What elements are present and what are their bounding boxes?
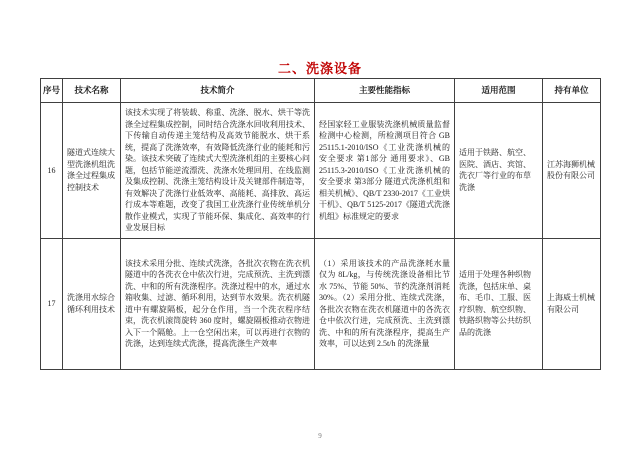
cell-tech-intro: 该技术采用分批、连续式洗涤，各批次衣物在洗衣机隧道中的各洗衣仓中依次行进，完成预洗、主洗到漂洗、中和的所有洗涤程序。洗涤过程中的水，通过水箱收集、过滤、循环利用，达到节水效果。洗衣机隧道中有螺旋隔板，起分仓作用，当一个洗衣程序结束，洗衣机滚筒旋转 360 度时，螺旋隔板推动衣物进入下一个隔舱。上一仓空闲出来，可以再进行衣物的洗涤，达到连续式洗涤，提高洗涤生产效率 bbox=[121, 238, 315, 369]
header-tech-intro: 技术简介 bbox=[121, 79, 315, 103]
table-row bbox=[41, 103, 601, 239]
header-tech-name: 技术名称 bbox=[63, 79, 121, 103]
cell-indicators: 经国家轻工业服装洗涤机械质量监督检测中心检测，所检测项目符合 GB 25115.1-2010/ISO《工业洗涤机械的安全要求 第1部分 通用要求》、GB 25115.3-2010/ISO《工业洗涤机械的安全要求 第3部分 隧道式洗涤机组和相关机械》、QB/T 2330-2017《工业烘干机》、QB/T 5125-2017《隧道式洗涤机组》标准规定的要求 bbox=[315, 103, 455, 239]
cell-serial-number: 17 bbox=[41, 238, 63, 369]
table-row bbox=[41, 238, 601, 369]
cell-scope: 适用于铁路、航空、医院、酒店、宾馆、洗衣厂等行业的布草洗涤 bbox=[455, 103, 543, 239]
cell-tech-intro: 该技术实现了将装载、称重、洗涤、脱水、烘干等洗涤全过程集成控制，同时结合洗涤水回收利用技术、下传输自动传递主笼结构及高效节能脱水、烘干系统，提高了洗涤效率，有效降低洗涤行业的能耗和污染。该技术突破了连续式大型洗涤机组的主要核心问题，包括节能逆流漂洗、洗涤水处理回用、在线监测及集成控制、洗涤主笼结构设计及关键部件制造等，有效解决了洗涤行业低效率、高能耗、高排放、高运行成本等难题，改变了我国工业洗涤行业传统单机分散作业模式，实现了节能环保、集成化、高效率的行业发展目标 bbox=[121, 103, 315, 239]
cell-holder: 江苏海狮机械股份有限公司 bbox=[543, 103, 601, 239]
header-scope: 适用范围 bbox=[455, 79, 543, 103]
table-header-row bbox=[41, 79, 601, 103]
section-title: 二、洗涤设备 bbox=[277, 61, 362, 76]
cell-tech-name: 隧道式连续大型洗涤机组洗涤全过程集成控制技术 bbox=[63, 103, 121, 239]
header-indicators: 主要性能指标 bbox=[315, 79, 455, 103]
equipment-table bbox=[40, 78, 601, 370]
cell-scope: 适用于处理各种织物洗涤，包括床单、桌布、毛巾、工服、医疗织物、航空织物、铁路织物等公共纺织品的洗涤 bbox=[455, 238, 543, 369]
header-holder: 持有单位 bbox=[543, 79, 601, 103]
cell-indicators: （1）采用该技术的产品洗涤耗水量仅为 8L/kg，与传统洗涤设备相比节水 75%、节能 50%、节约洗涤剂消耗 30%。（2）采用分批、连续式洗涤，各批次衣物在洗衣机隧道中的各洗衣仓中依次行进，完成预洗、主洗到漂洗、中和的所有洗涤程序，提高生产效率，可以达到 2.5t/h 的洗涤量 bbox=[315, 238, 455, 369]
cell-tech-name: 洗涤用水综合循环利用技术 bbox=[63, 238, 121, 369]
header-serial-number: 序号 bbox=[41, 79, 63, 103]
page-number: 9 bbox=[318, 432, 322, 440]
cell-serial-number: 16 bbox=[41, 103, 63, 239]
cell-holder: 上海威士机械有限公司 bbox=[543, 238, 601, 369]
